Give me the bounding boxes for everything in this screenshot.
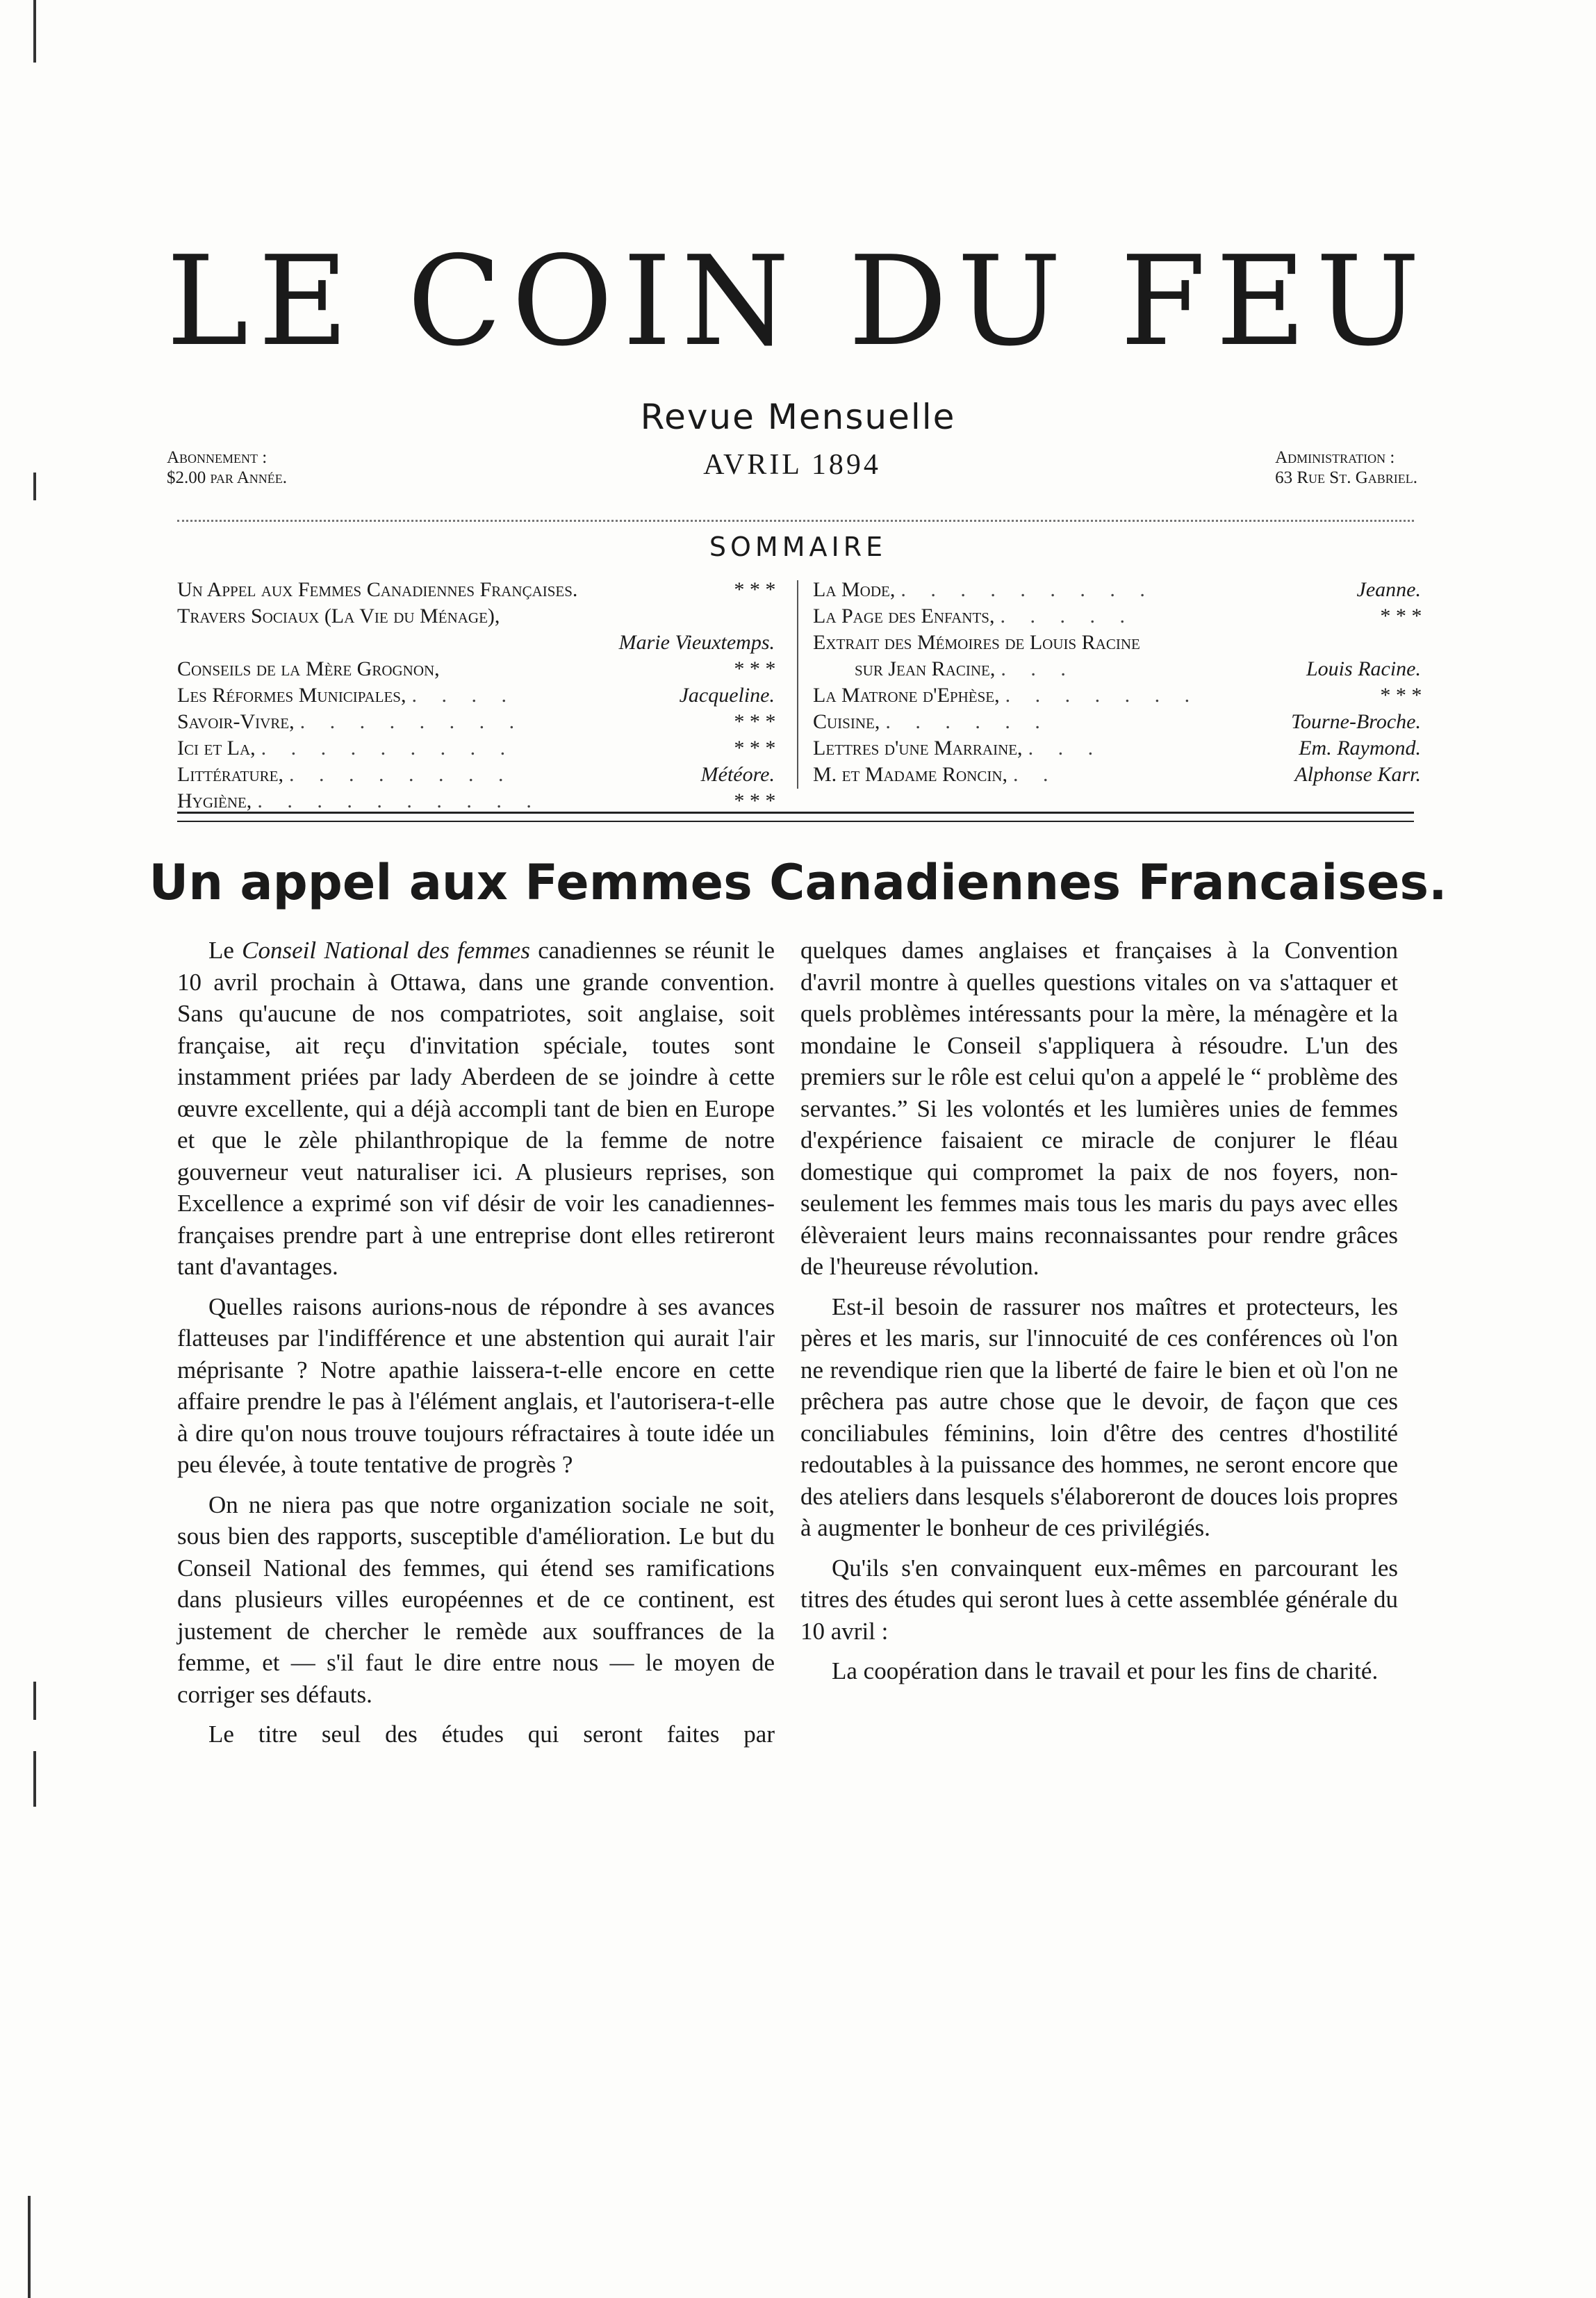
- article-right-column: [800, 935, 1398, 1687]
- toc-title: Les Réformes Municipales,: [177, 684, 406, 707]
- toc-title: Un Appel aux Femmes Canadiennes Françaises.: [177, 578, 578, 601]
- administration-label: Administration :: [1275, 448, 1395, 467]
- toc-title: Travers Sociaux (La Vie du Ménage),: [177, 605, 500, 627]
- paragraph-text: canadiennes se réunit le 10 avril prochain à Ottawa, dans une grande convention. Sans qu'aucune de nos compatriotes, soit anglaise, soit française, ait reçu d'invitation spéciale, toutes sont instamment priées par lady Aberdeen de se joindre à cette œuvre excellente, qui a déjà accompli tant de bien en Europe et que le zèle philanthropique de la femme de notre gouverneur veut naturaliser ici. A plusieurs reprises, son Excellence a exprimé son vif désir de voir les canadiennes-françaises prendre part à une entreprise dont elles retireront tant d'avantages.: [177, 937, 775, 1280]
- sommaire-column-divider: [797, 580, 798, 789]
- toc-title: La Mode,: [813, 578, 896, 601]
- toc-title: Cuisine,: [813, 710, 880, 733]
- margin-mark: [28, 2196, 31, 2298]
- toc-entry: [813, 577, 1421, 603]
- leader-dots: . . . . . . . . .: [261, 737, 516, 760]
- toc-author: Jeanne.: [1356, 578, 1421, 601]
- toc-title: Conseils de la Mère Grognon,: [177, 657, 440, 680]
- toc-entry: [813, 656, 1421, 682]
- masthead-subtitle: Revue Mensuelle: [640, 397, 956, 437]
- toc-title: Littérature,: [177, 763, 283, 786]
- toc-title: La Page des Enfants,: [813, 605, 995, 627]
- double-rule-divider: [177, 812, 1414, 822]
- leader-dots: . . .: [1001, 657, 1076, 680]
- leader-dots: . . . . . . . . .: [900, 578, 1155, 601]
- issue-date: AVRIL 1894: [703, 449, 881, 481]
- toc-entry: [177, 630, 775, 656]
- toc-entry: [177, 762, 775, 788]
- subscription-price: $2.00 par Année.: [167, 468, 288, 487]
- toc-title: Hygiène,: [177, 789, 252, 812]
- leader-dots: . . . .: [411, 684, 516, 707]
- article-paragraph: Est-il besoin de rassurer nos maîtres et protecteurs, les pères et les maris, sur l'innocuité de ces conférences où l'on ne revendique rien que la liberté de faire le bien et où l'on ne prêchera pas autre chose que le devoir, de façon que ces conciliabules féminins, loin d'être des centres d'hostilité redoutables à la puissance des hommes, ne seront encore que des ateliers dans lesquels s'élaboreront de douces lois propres à augmenter le bonheur de ces privilégiés.: [800, 1292, 1398, 1541]
- article-paragraph: [177, 935, 775, 1283]
- toc-author: Tourne-Broche.: [1291, 710, 1421, 733]
- masthead-title: LE COIN DU FEU: [166, 229, 1430, 373]
- toc-entry: [177, 656, 775, 682]
- toc-entry: [813, 630, 1421, 656]
- sommaire-left-column: [177, 577, 775, 814]
- margin-mark: [33, 473, 36, 500]
- conseil-name-italic: Conseil National des femmes: [242, 937, 530, 964]
- toc-entry: [813, 735, 1421, 762]
- article-paragraph: quelques dames anglaises et françaises à la Convention d'avril montre à quelles questions vitales on va s'attaquer et quels problèmes intéressants pour la mère, la ménagère et la mondaine le Conseil s'appliquera à résoudre. L'un des premiers sur le rôle est celui qu'on a appelé le “ problème des servantes.” Si les volontés et les lumières unies de femmes d'expérience faisaient ce miracle de conjurer le fléau domestique qui compromet la paix de nos foyers, non-seulement les femmes mais tous les maris du pays avec elles élèveraient leurs mains reconnaissantes pour rendre grâces de l'heureuse révolution.: [800, 937, 1398, 1280]
- toc-title: sur Jean Racine,: [855, 657, 996, 680]
- article-paragraph: La coopération dans le travail et pour les fins de charité.: [832, 1657, 1379, 1684]
- toc-entry: [177, 709, 775, 735]
- toc-title: Lettres d'une Marraine,: [813, 737, 1023, 760]
- leader-dots: . . . . .: [1000, 605, 1135, 627]
- article-paragraph: Qu'ils s'en convainquent eux-mêmes en parcourant les titres des études qui seront lues à cette assemblée générale du 10 avril :: [800, 1554, 1398, 1645]
- toc-title: Savoir-Vivre,: [177, 710, 295, 733]
- toc-author: * * *: [733, 737, 775, 760]
- leader-dots: . . .: [1028, 737, 1103, 760]
- toc-author: Météore.: [700, 763, 775, 786]
- toc-author: Marie Vieuxtemps.: [618, 631, 775, 654]
- leader-dots: . . . . . . . . . .: [257, 789, 541, 812]
- toc-author: * * *: [1379, 684, 1421, 707]
- article-title: Un appel aux Femmes Canadiennes Francaises.: [149, 854, 1447, 911]
- toc-author: * * *: [733, 710, 775, 733]
- toc-author: Jacqueline.: [679, 684, 775, 707]
- article-paragraph: Quelles raisons aurions-nous de répondre à ses avances flatteuses par l'indifférence et une abstention qui aurait l'air méprisante ? Notre apathie laissera-t-elle encore en cette affaire prendre le pas à l'élément anglais, et l'autorisera-t-elle à dire qu'on nous trouve toujours réfractaires à toute idée un peu élevée, à toute tentative de progrès ?: [177, 1292, 775, 1478]
- toc-author: * * *: [733, 578, 775, 601]
- subscription-label: Abonnement :: [167, 448, 268, 467]
- toc-entry: [177, 603, 775, 630]
- toc-author: * * *: [733, 657, 775, 680]
- toc-author: Alphonse Karr.: [1294, 763, 1421, 786]
- toc-author: * * *: [1379, 605, 1421, 627]
- toc-title: M. et Madame Roncin,: [813, 763, 1008, 786]
- leader-dots: . . . . . . . .: [299, 710, 525, 733]
- toc-entry: [813, 709, 1421, 735]
- leader-dots: . . . . . .: [885, 710, 1050, 733]
- toc-author: Em. Raymond.: [1299, 737, 1421, 760]
- margin-mark: [33, 0, 36, 63]
- article-paragraph: On ne niera pas que notre organization sociale ne soit, sous bien des rapports, susceptible d'amélioration. Le but du Conseil National des femmes, qui étend ses ramifications dans plusieurs villes européennes et de ce continent, est justement de chercher le remède aux souffrances de la femme, et — s'il faut le dire entre nous — le moyen de corriger ses défauts.: [177, 1491, 775, 1708]
- article-paragraph: Le titre seul des études qui seront faites par: [208, 1721, 775, 1748]
- toc-title: La Matrone d'Ephèse,: [813, 684, 1000, 707]
- administration-info: [1275, 448, 1417, 489]
- paragraph-text: Le: [208, 937, 242, 964]
- toc-entry: [813, 682, 1421, 709]
- leader-dots: . . . . . . . .: [288, 763, 513, 786]
- toc-entry: [177, 682, 775, 709]
- sommaire-heading: SOMMAIRE: [709, 532, 887, 562]
- margin-mark: [33, 1751, 36, 1807]
- toc-title: Ici et La,: [177, 737, 256, 760]
- margin-mark: [33, 1682, 36, 1720]
- article-left-column: [177, 935, 775, 1750]
- toc-entry: [813, 603, 1421, 630]
- toc-author: Louis Racine.: [1306, 657, 1421, 680]
- toc-author: * * *: [733, 789, 775, 812]
- administration-address: 63 Rue St. Gabriel.: [1275, 468, 1417, 487]
- toc-entry: [813, 762, 1421, 788]
- toc-title: Extrait des Mémoires de Louis Racine: [813, 631, 1140, 654]
- sommaire-right-column: [813, 577, 1421, 788]
- toc-entry: [177, 735, 775, 762]
- dotted-divider: [177, 520, 1414, 522]
- toc-entry: [177, 788, 775, 814]
- leader-dots: . .: [1013, 763, 1058, 786]
- leader-dots: . . . . . . .: [1005, 684, 1200, 707]
- masthead-info-row: [167, 448, 1417, 497]
- toc-entry: [177, 577, 775, 603]
